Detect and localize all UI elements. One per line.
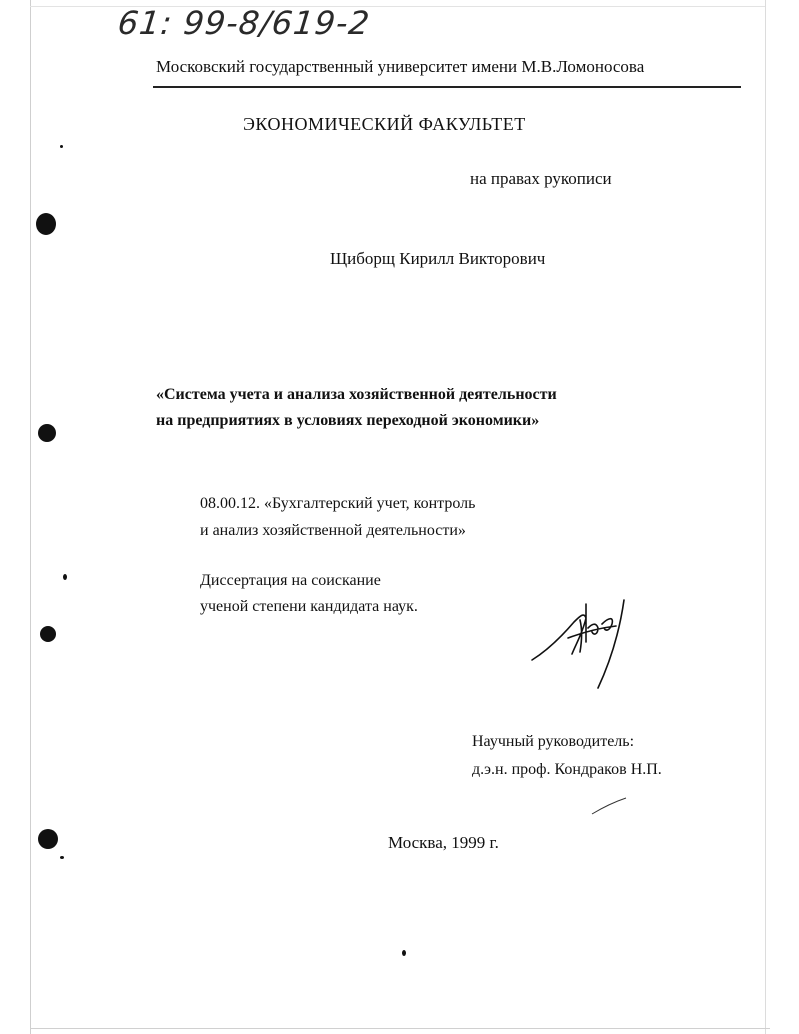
advisor-label: Научный руководитель:: [472, 733, 635, 750]
speck-mark: [60, 856, 64, 859]
pen-mark-icon: [590, 796, 630, 818]
binder-hole-mark: [38, 424, 56, 442]
binder-hole-mark: [40, 626, 56, 642]
handwritten-archive-code: 61: 99-8/619-2: [116, 4, 373, 42]
degree-statement: [200, 568, 418, 620]
page-edge-left: [30, 0, 31, 1034]
specialty-line: и анализ хозяйственной деятельности»: [200, 522, 466, 539]
title-line: «Система учета и анализа хозяйственной деятельности: [156, 386, 557, 403]
degree-line: Диссертация на соискание: [200, 572, 381, 589]
faculty-name: ЭКОНОМИЧЕСКИЙ ФАКУЛЬТЕТ: [243, 114, 526, 134]
binder-hole-mark: [38, 829, 58, 849]
specialty: [200, 490, 475, 544]
city-year: Москва, 1999 г.: [388, 833, 499, 852]
university-name: Московский государственный университет имени М.В.Ломоносова: [156, 57, 645, 76]
author-name: Щиборщ Кирилл Викторович: [330, 249, 546, 268]
speck-mark: [402, 950, 406, 956]
dissertation-title: [156, 382, 557, 434]
speck-mark: [60, 145, 63, 148]
manuscript-note: на правах рукописи: [470, 169, 612, 188]
page-edge-right: [765, 0, 766, 1034]
title-line: на предприятиях в условиях переходной экономики»: [156, 412, 540, 429]
header-rule: [153, 86, 741, 88]
speck-mark: [63, 574, 67, 580]
degree-line: ученой степени кандидата наук.: [200, 598, 418, 615]
scientific-advisor: [472, 728, 662, 784]
advisor-name: д.э.н. проф. Кондраков Н.П.: [472, 761, 662, 778]
specialty-line: 08.00.12. «Бухгалтерский учет, контроль: [200, 495, 476, 512]
page-edge-bottom: [30, 1028, 770, 1029]
signature-icon: [528, 598, 638, 693]
binder-hole-mark: [36, 213, 56, 235]
